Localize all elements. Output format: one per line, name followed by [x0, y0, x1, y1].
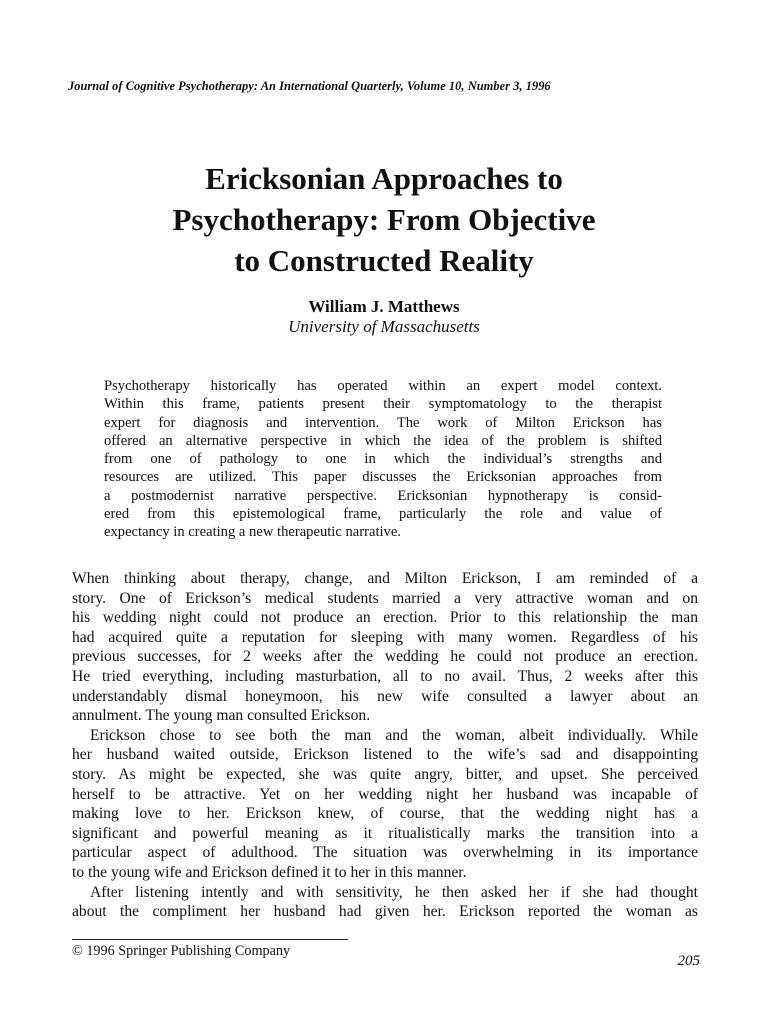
author-name: William J. Matthews [308, 297, 460, 316]
abstract-line: a postmodernist narrative perspective. Ericksonian hypnotherapy is consid- [104, 487, 662, 504]
body-line: When thinking about therapy, change, and Milton Erickson, I am reminded of a [72, 570, 698, 587]
abstract-line: ered from this epistemological frame, particularly the role and value of [104, 506, 662, 523]
body-line: He tried everything, including masturbation, all to no avail. Thus, 2 weeks after this [72, 667, 698, 685]
body-line: his wedding night could not produce an erection. Prior to this relationship the man [72, 609, 698, 627]
page-number: 205 [677, 953, 700, 969]
body-line: previous successes, for 2 weeks after the wedding he could not produce an erection. [72, 648, 698, 666]
body-line: making love to her. Erickson knew, of course, that the wedding night has a [72, 805, 698, 823]
body-line: significant and powerful meaning as it ritualistically marks the transition into a [72, 824, 698, 842]
body-line: After listening intently and with sensitivity, he then asked her if she had thought [90, 883, 698, 901]
article-title [68, 158, 700, 281]
journal-running-header: Journal of Cognitive Psychotherapy: An International Quarterly, Volume 10, Number 3, 1996 [68, 79, 551, 93]
body-line: annulment. The young man consulted Erickson. [72, 707, 371, 725]
article-title-line: Ericksonian Approaches to [205, 161, 563, 196]
article-title-line: to Constructed Reality [234, 243, 534, 278]
abstract-line: offered an alternative perspective in which the idea of the problem is shifted [104, 432, 662, 449]
abstract-line: from one of pathology to one in which the individual’s strengths and [104, 451, 662, 468]
body-text [72, 569, 698, 922]
body-line: story. One of Erickson’s medical students married a very attractive woman and on [72, 589, 698, 607]
abstract-line: expectancy in creating a new therapeutic narrative. [104, 524, 401, 541]
abstract-line: Psychotherapy historically has operated within an expert model context. [104, 378, 662, 394]
author-affiliation: University of Massachusetts [288, 317, 480, 336]
copyright-notice: © 1996 Springer Publishing Company [72, 943, 291, 959]
footnote-divider [72, 939, 348, 940]
body-line: had acquired quite a reputation for sleeping with many women. Regardless of his [72, 628, 698, 646]
body-line: herself to be attractive. Yet on her wedding night her husband was incapable of [72, 785, 698, 803]
body-line: about the compliment her husband had given her. Erickson reported the woman as [72, 903, 698, 921]
abstract [104, 377, 662, 542]
body-line: Erickson chose to see both the man and the woman, albeit individually. While [90, 726, 698, 744]
body-line: story. As might be expected, she was quite angry, bitter, and upset. She perceived [72, 765, 698, 783]
article-title-line: Psychotherapy: From Objective [172, 202, 596, 237]
abstract-line: resources are utilized. This paper discusses the Ericksonian approaches from [104, 469, 662, 486]
body-line: to the young wife and Erickson defined it to her in this manner. [72, 863, 467, 881]
body-line: understandably dismal honeymoon, his new wife consulted a lawyer about an [72, 687, 698, 705]
body-line: her husband waited outside, Erickson listened to the wife’s sad and disappointing [72, 746, 698, 764]
abstract-line: expert for diagnosis and intervention. The work of Milton Erickson has [104, 414, 662, 431]
body-line: particular aspect of adulthood. The situation was overwhelming in its importance [72, 844, 698, 862]
abstract-line: Within this frame, patients present their symptomatology to the therapist [104, 396, 662, 413]
